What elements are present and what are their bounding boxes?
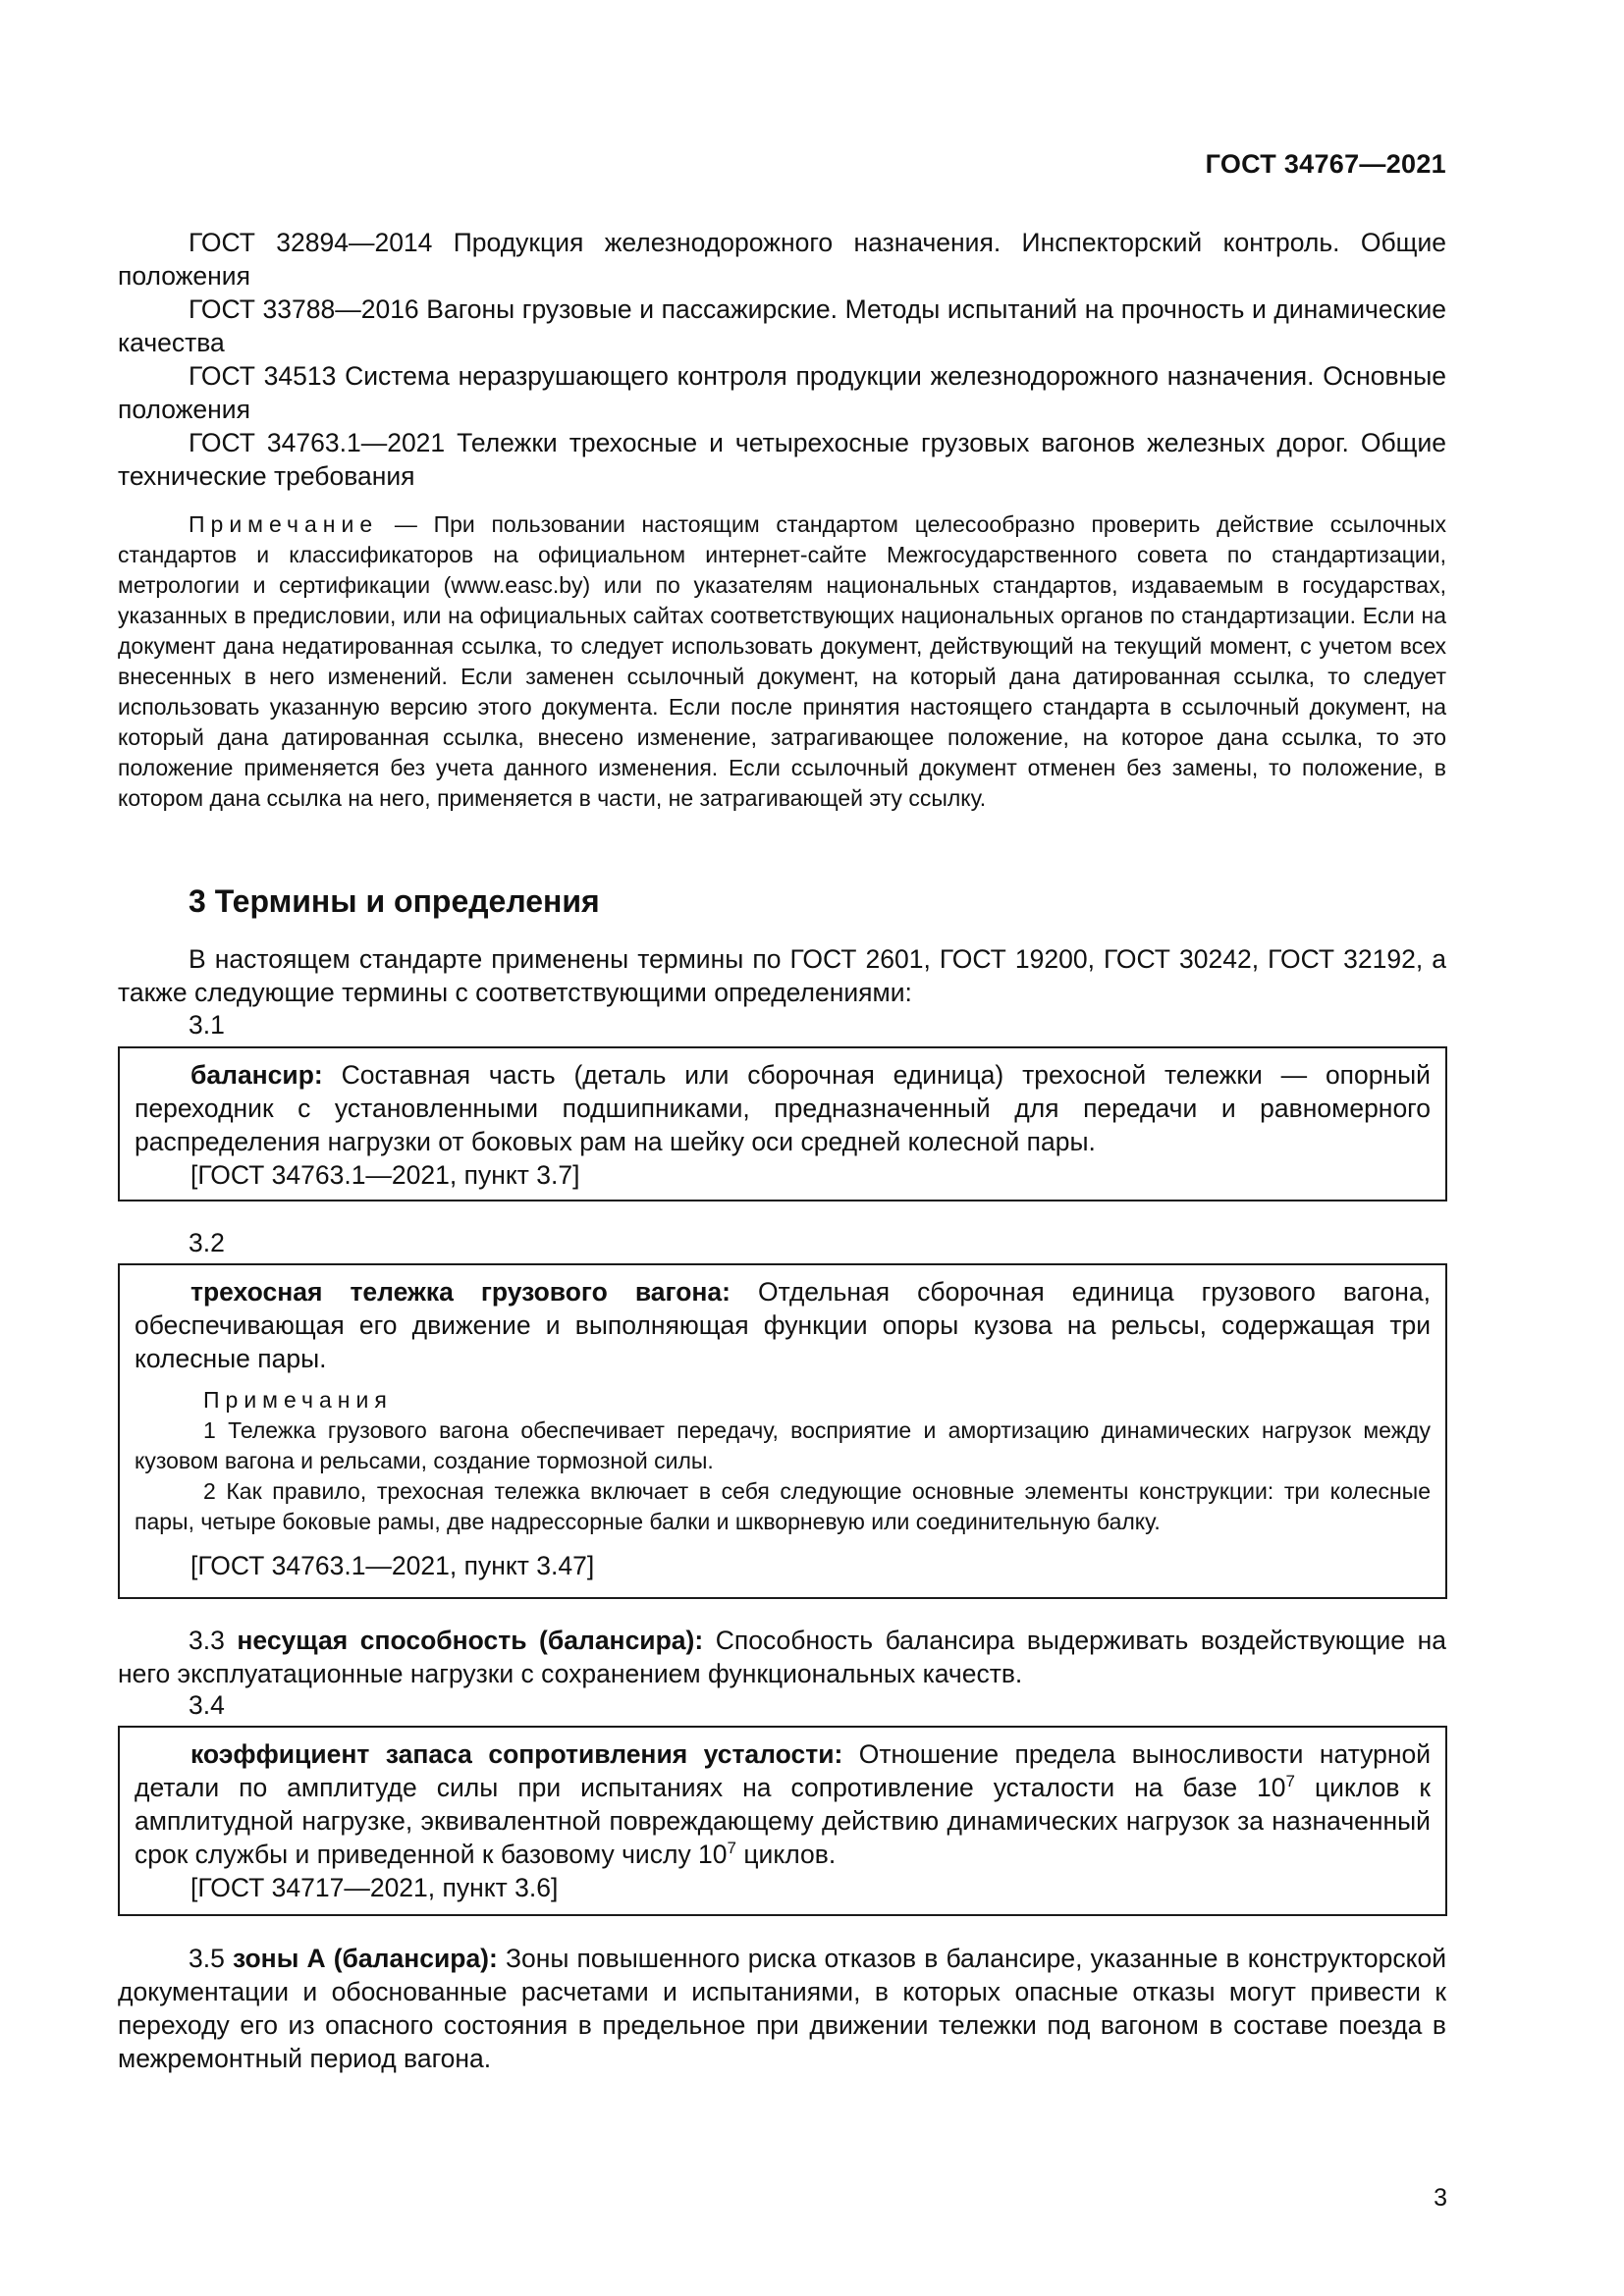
- page-number: 3: [1434, 2184, 1447, 2212]
- term-name: балансир:: [190, 1060, 323, 1090]
- section-intro: В настоящем стандарте применены термины по ГОСТ 2601, ГОСТ 19200, ГОСТ 30242, ГОСТ 32192, а также следующие термины с соответствующими определениями:: [118, 944, 1446, 1007]
- term-definition: [135, 1058, 1431, 1158]
- reference-item: ГОСТ 34763.1—2021 Тележки трехосные и четырехосные грузовых вагонов железных дорог. Общие технические требования: [118, 428, 1446, 491]
- term-text: Отдельная сборочная единица грузового вагона, обеспечивающая его движение и выполняющая функции опоры кузова на рельсы, содержащая три колесные пары.: [135, 1277, 1431, 1373]
- term-box: [118, 1263, 1447, 1599]
- term-number: 3.1: [189, 1010, 225, 1040]
- term-box: [118, 1046, 1447, 1201]
- exponent: 7: [1285, 1772, 1296, 1790]
- term-definition: [135, 1737, 1431, 1871]
- document-header: ГОСТ 34767—2021: [1205, 149, 1446, 179]
- term-inline: [118, 1942, 1446, 2075]
- term-inline: [118, 1624, 1446, 1690]
- term-name: трехосная тележка грузового вагона:: [190, 1277, 731, 1307]
- notes-label: [135, 1385, 1431, 1415]
- term-box: [118, 1726, 1447, 1916]
- reference-item: ГОСТ 33788—2016 Вагоны грузовые и пассажирские. Методы испытаний на прочность и динамические качества: [118, 294, 1446, 357]
- reference-item: ГОСТ 34513 Система неразрушающего контроля продукции железнодорожного назначения. Основные положения: [118, 361, 1446, 424]
- exponent: 7: [727, 1839, 737, 1857]
- term-name: коэффициент запаса сопротивления усталости:: [190, 1739, 843, 1769]
- term-text: циклов к амплитудной нагрузке, эквивалентной повреждающему действию динамических нагрузок за назначенный срок службы и приведенной к базовому числу 10: [135, 1773, 1431, 1869]
- reference-item: ГОСТ 32894—2014 Продукция железнодорожного назначения. Инспекторский контроль. Общие положения: [118, 228, 1446, 291]
- term-source: [ГОСТ 34763.1—2021, пункт 3.7]: [190, 1160, 580, 1190]
- term-number: 3.4: [189, 1690, 225, 1720]
- notes-label-text: Примечания: [203, 1387, 393, 1413]
- section-title: 3 Термины и определения: [189, 883, 600, 919]
- term-text: циклов.: [736, 1840, 837, 1869]
- term-definition: [135, 1275, 1431, 1375]
- note-text: — При пользовании настоящим стандартом целесообразно проверить действие ссылочных стандартов и классификаторов на официальном интернет-сайте Межгосударственного совета по стандартизации, метрологии и сертификации (www.easc.by) или по указателям национальных стандартов, издаваемым в государствах, указанных в предисловии, или на официальных сайтах соответствующих национальных органов по стандартизации. Если на документ дана недатированная ссылка, то следует использовать документ, действующий на текущий момент, с учетом всех внесенных в него изменений. Если заменен ссылочный документ, на который дана датированная ссылка, то следует использовать указанную версию этого документа. Если после принятия настоящего стандарта в ссылочный документ, на который дана датированная ссылка, внесено изменение, затрагивающее положение, на которое дана ссылка, то это положение применяется без учета данного изменения. Если ссылочный документ отменен без замены, то положение, в котором дана ссылка на него, применяется в части, не затрагивающей эту ссылку.: [118, 511, 1446, 811]
- term-name: зоны А (балансира):: [232, 1944, 498, 1973]
- term-source: [ГОСТ 34717—2021, пункт 3.6]: [190, 1873, 559, 1902]
- term-number: 3.2: [189, 1228, 225, 1257]
- term-text: Составная часть (деталь или сборочная единица) трехосной тележки — опорный переходник с установленными подшипниками, предназначенный для передачи и равномерного распределения нагрузки от боковых рам на шейку оси средней колесной пары.: [135, 1060, 1431, 1156]
- term-note: 1 Тележка грузового вагона обеспечивает передачу, восприятие и амортизацию динамических нагрузок между кузовом вагона и рельсами, создание тормозной силы.: [135, 1417, 1431, 1473]
- term-number: 3.5: [189, 1944, 225, 1973]
- term-text: Зоны повышенного риска отказов в балансире, указанные в конструкторской документации и обоснованные расчетами и испытаниями, в которых опасные отказы могут привести к переходу его из опасного состояния в предельное при движении тележки под вагоном в составе поезда в межремонтный период вагона.: [118, 1944, 1446, 2073]
- term-number: 3.3: [189, 1626, 225, 1655]
- term-name: несущая способность (балансира):: [237, 1626, 704, 1655]
- references-note: [118, 509, 1446, 814]
- term-text: Способность балансира выдерживать воздействующие на него эксплуатационные нагрузки с сохранением функциональных качеств.: [118, 1626, 1446, 1688]
- term-source: [ГОСТ 34763.1—2021, пункт 3.47]: [190, 1551, 595, 1580]
- note-label: Примечание: [189, 511, 379, 537]
- term-note: 2 Как правило, трехосная тележка включает в себя следующие основные элементы конструкции: три колесные пары, четыре боковые рамы, две надрессорные балки и шкворневую или соединительную балку.: [135, 1478, 1431, 1534]
- term-text: Отношение предела выносливости натурной детали по амплитуде силы при испытаниях на сопротивление усталости на базе 10: [135, 1739, 1432, 1802]
